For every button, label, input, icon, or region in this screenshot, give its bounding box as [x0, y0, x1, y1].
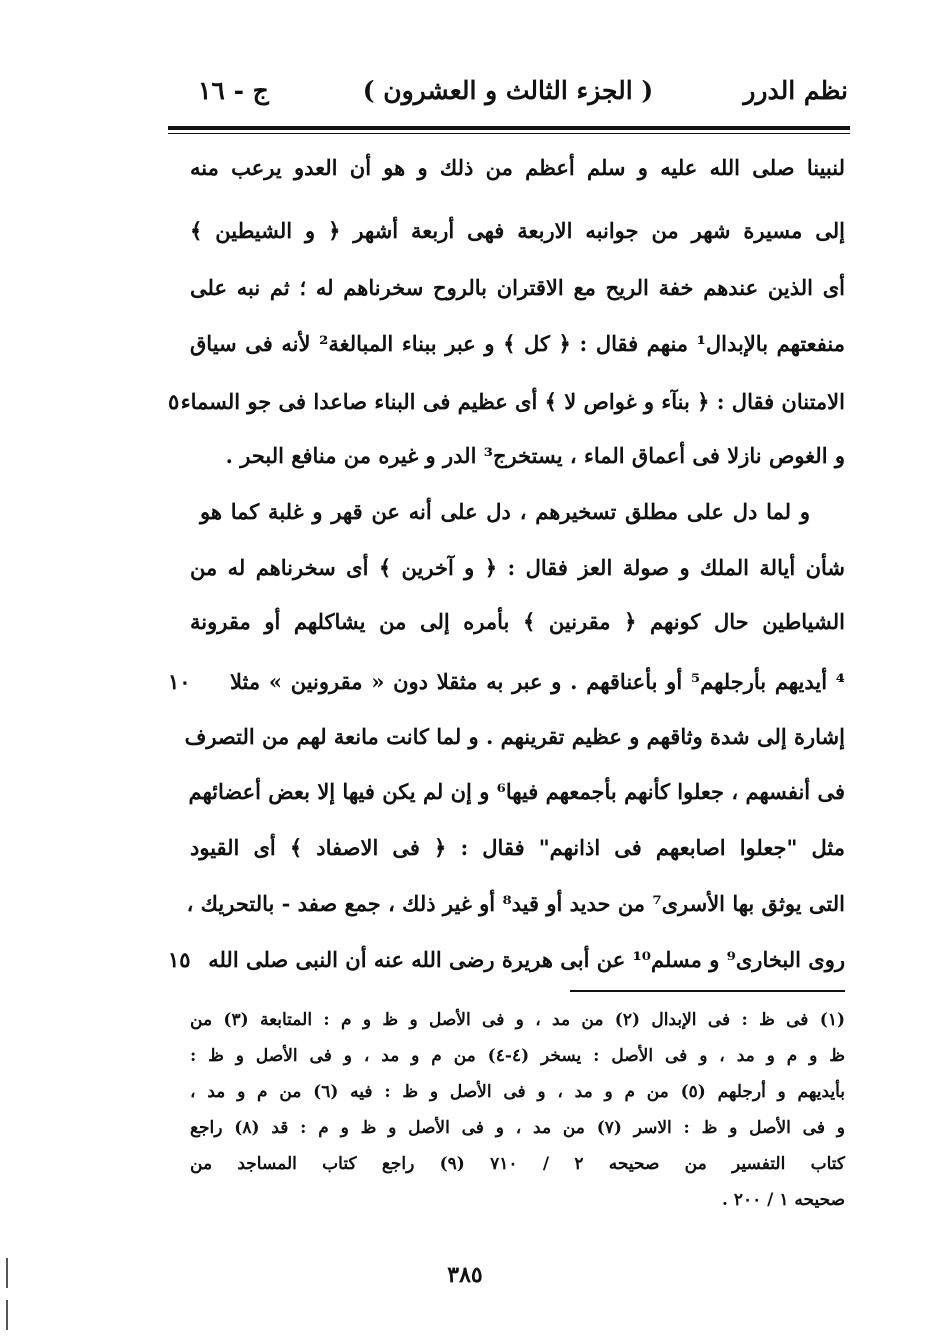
- line-number-5: ٥: [168, 389, 180, 414]
- text-line: إشارة إلى شدة وثاقهم و عظيم تقرينهم . و لما كانت مانعة لهم من التصرف: [184, 724, 845, 749]
- footnote-line: ظ و م و مد ، و فى الأصل : يسخر (٤-٤) من م و مد ، و فى الأصل و ظ :: [190, 1046, 846, 1066]
- header-rule-thin: [168, 133, 850, 134]
- part-title: ( الجزء الثالث و العشرون ): [362, 76, 654, 105]
- scan-edge-mark: [6, 1300, 8, 1330]
- text-line: و الغوص نازلا فى أعماق الماء ، يستخرج³ الدر و غيره من منافع البحر .: [225, 443, 845, 468]
- footnote-line: (١) فى ظ : فى الإبدال (٢) من مد ، و فى الأصل و ظ و م : المتابعة (٣) من: [190, 1010, 846, 1030]
- text-line: التى يوثق بها الأسرى⁷ من حديد أو قيد⁸ أو غير ذلك ، جمع صفد - بالتحريك ،: [186, 891, 845, 916]
- text-line: الامتنان فقال : ﴿ بنآء و غواص لا ﴾ أى عظيم فى البناء صاعدا فى جو السماء: [180, 389, 845, 414]
- text-line: مثل "جعلوا اصابعهم فى اذانهم" فقال : ﴿ فى الاصفاد ﴾ أى القيود: [190, 835, 845, 860]
- text-line: و لما دل على مطلق تسخيرهم ، دل على أنه عن قهر و غلبة كما هو: [200, 499, 810, 524]
- text-line: ⁴ أيديهم بأرجلهم⁵ أو بأعناقهم . و عبر به مثقلا دون « مقرونين » مثلا: [230, 669, 845, 694]
- running-header: [168, 76, 848, 116]
- text-line: الشياطين حال كونهم ﴿ مقرنين ﴾ بأمره إلى من يشاكلهم أو مقرونة: [190, 609, 845, 634]
- footnote-line: بأيديهم و أرجلهم (٥) من م و مد ، و فى الأصل و ظ : فيه (٦) من م و مد ،: [190, 1082, 845, 1102]
- text-line: أى الذين عندهم خفة الريح مع الاقتران بالروح سخرناهم له ؛ ثم نبه على: [190, 275, 845, 300]
- page-number: ٣٨٥: [447, 1262, 483, 1288]
- text-line: فى أنفسهم ، جعلوا كأنهم بأجمعهم فيها⁶ و إن لم يكن فيها إلا بعض أعضائهم: [188, 779, 845, 804]
- footnote-line: و فى الأصل و ظ : الاسر (٧) من مد ، و فى الأصل و ظ و م : قد (٨) راجع: [190, 1118, 845, 1138]
- volume-reference: ج - ١٦: [198, 76, 269, 105]
- book-title: نظم الدرر: [743, 76, 848, 105]
- footnote-line: صحيحه ١ / ٢٠٠ .: [722, 1190, 845, 1210]
- line-number-15: ١٥: [168, 947, 191, 972]
- header-rule-thick: [168, 126, 850, 130]
- line-number-10: ١٠: [168, 669, 191, 694]
- text-line: منفعتهم بالإبدال¹ منهم فقال : ﴿ كل ﴾ و عبر ببناء المبالغة² لأنه فى سياق: [190, 331, 846, 356]
- scan-edge-mark: [6, 1258, 8, 1288]
- footnote-rule: [570, 990, 845, 992]
- text-line: روى البخارى⁹ و مسلم¹⁰ عن أبى هريرة رضى الله عنه أن النبى صلى الله: [208, 947, 845, 972]
- text-line: لنبينا صلى الله عليه و سلم أعظم من ذلك و هو أن العدو يرعب منه: [190, 155, 845, 180]
- footnote-line: كتاب التفسير من صحيحه ٢ / ٧١٠ (٩) راجع كتاب المساجد من: [190, 1154, 846, 1174]
- text-line: إلى مسيرة شهر من جوانبه الاربعة فهى أربعة أشهر ﴿ و الشيطين ﴾: [190, 218, 845, 243]
- text-line: شأن أيالة الملك و صولة العز فقال : ﴿ و آخرين ﴾ أى سخرناهم له من: [190, 555, 845, 580]
